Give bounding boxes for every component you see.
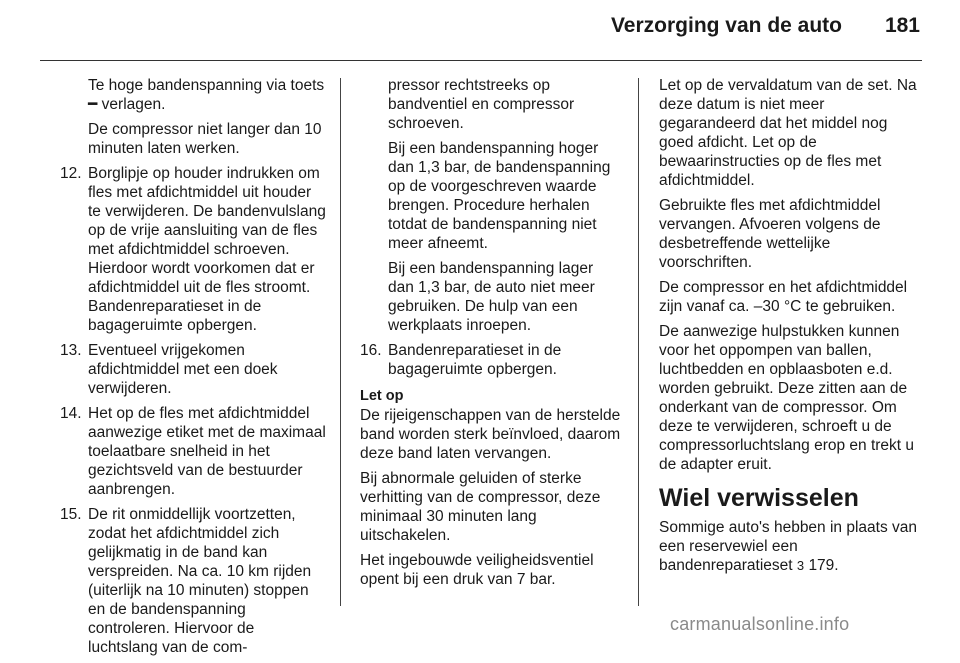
paragraph-disposal: Gebruikte fles met afdichtmiddel vervangen. Afvoeren volgens de desbetreffende wettelijke voorschriften. <box>659 197 881 271</box>
list-item-number: 15. <box>60 506 82 523</box>
list-item-number: 12. <box>60 165 82 182</box>
list-item <box>60 341 326 398</box>
list-item-number: 16. <box>360 342 382 359</box>
list-item-text: Eventueel vrijgekomen afdichtmiddel met een doek verwijderen. <box>88 342 278 397</box>
watermark: carmanualsonline.info <box>670 614 850 634</box>
page-reference-icon: 3 <box>796 558 805 573</box>
minus-icon: ━ <box>88 96 98 113</box>
column-3 <box>659 76 921 581</box>
header-title: Verzorging van de auto <box>610 14 842 37</box>
paragraph-spare-wheel <box>659 518 921 575</box>
intro-text-b: verlagen. <box>101 96 166 113</box>
list-item <box>360 341 622 379</box>
paragraph-pressure-high: Bij een bandenspanning hoger dan 1,3 bar, de bandenspanning op de voorgeschreven waarde brengen. Procedure herhalen totdat de bandenspanning niet meer afneemt. <box>388 140 611 252</box>
intro-paragraph-1 <box>60 76 326 114</box>
list-item-text: Borglipje op houder indrukken om fles met afdichtmiddel uit houder te verwijderen. De bandenvulslang op de vrije aansluiting van de fles met afdichtmiddel schroeven. Hierdoor wordt voorkomen dat er afdichtmiddel uit de fles stroomt. Bandenreparatieset in de bagageruimte opbergen. <box>88 165 326 334</box>
section-heading: Wiel verwisselen <box>659 484 859 512</box>
paragraph-temperature: De compressor en het afdichtmiddel zijn vanaf ca. –30 °C te gebruiken. <box>659 279 908 315</box>
list-item-text: De rit onmiddellijk voortzetten, zodat het afdichtmiddel zich gelijkmatig in de band kan verspreiden. Na ca. 10 km rijden (uiterlijk na 10 minuten) stoppen en de bandenspanning controleren. Hiervoor de luchtslang van de com- <box>88 506 312 656</box>
page-reference-link[interactable]: 179. <box>808 557 839 574</box>
intro-paragraph-2: De compressor niet langer dan 10 minuten laten werken. <box>88 121 322 157</box>
column-2 <box>360 76 622 595</box>
list-item-number: 13. <box>60 342 82 359</box>
spare-wheel-text: Sommige auto's hebben in plaats van een reservewiel een bandenreparatieset <box>659 519 918 574</box>
paragraph-pressure-low: Bij een bandenspanning lager dan 1,3 bar, de auto niet meer gebruiken. De hulp van een werkplaats inroepen. <box>388 260 595 334</box>
list-item-text: Het op de fles met afdichtmiddel aanwezige etiket met de maximaal toelaatbare snelheid in het gezichtsveld van de bestuurder aanbrengen. <box>88 405 326 498</box>
list-item-text: Bandenreparatieset in de bagageruimte opbergen. <box>388 342 562 378</box>
column-divider-left <box>340 78 341 606</box>
list-item <box>60 164 326 335</box>
list-item <box>60 505 326 657</box>
note-paragraph: De rijeigenschappen van de herstelde band worden sterk beïnvloed, daarom deze band laten vervangen. <box>360 407 621 462</box>
intro-text-a: Te hoge bandenspanning via toets <box>88 77 325 94</box>
note-title: Let op <box>360 388 404 404</box>
list-item-number: 14. <box>60 405 82 422</box>
continued-text: pressor rechtstreeks op bandventiel en compressor schroeven. <box>388 77 575 132</box>
column-divider-right <box>638 78 639 606</box>
note-paragraph: Het ingebouwde veiligheidsventiel opent bij een druk van 7 bar. <box>360 552 594 588</box>
page-number: 181 <box>884 14 920 37</box>
paragraph-accessories: De aanwezige hulpstukken kunnen voor het oppompen van ballen, luchtbedden en opblaasboten e.d. worden gebruikt. Deze zitten aan de onderkant van de compressor. Om deze te verwijderen, schroeft u de compressorluchtslang erop en trekt u de adapter eruit. <box>659 323 915 473</box>
paragraph-expiry: Let op de vervaldatum van de set. Na deze datum is niet meer gegarandeerd dat het middel nog goed afdicht. Let op de bewaarinstructies op de fles met afdichtmiddel. <box>659 77 917 189</box>
note-paragraph: Bij abnormale geluiden of sterke verhitting van de compressor, deze minimaal 30 minuten lang uitschakelen. <box>360 470 601 544</box>
note-box <box>360 387 622 589</box>
column-1 <box>60 76 326 663</box>
header-rule <box>40 60 922 61</box>
list-item <box>60 404 326 499</box>
